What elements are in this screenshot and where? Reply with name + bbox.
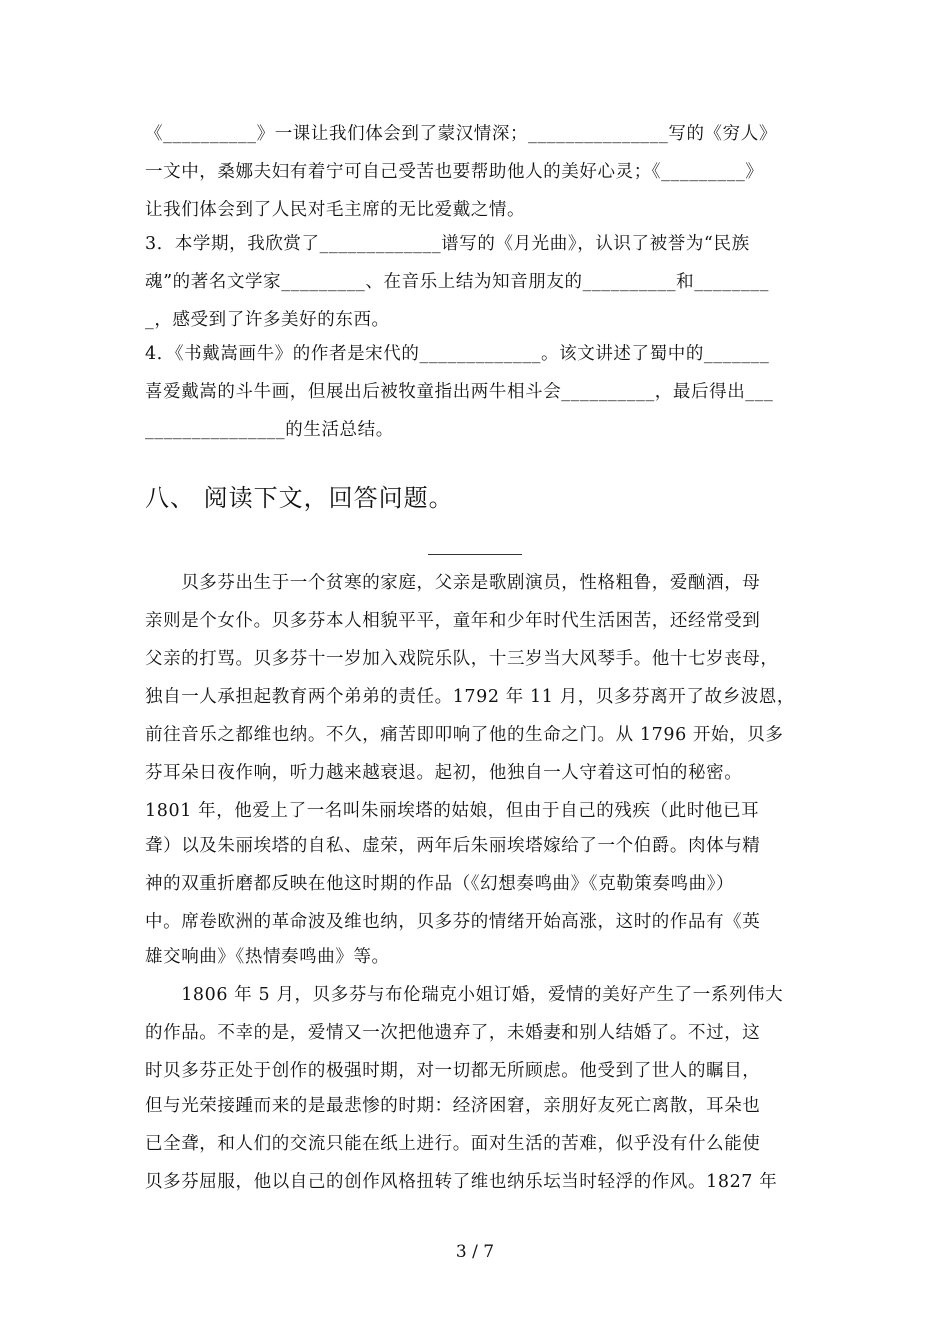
text-line: _______________的生活总结。 (145, 420, 394, 440)
text-line: 让我们体会到了人民对毛主席的无比爱戴之情。 (145, 200, 526, 220)
text-line: _，感受到了许多美好的东西。 (145, 310, 390, 330)
text-line: 4．《书戴嵩画牛》的作者是宋代的_____________。该文讲述了蜀中的_______ (145, 344, 770, 364)
passage-line: 父亲的打骂。贝多芬十一岁加入戏院乐队，十三岁当大风琴手。他十七岁丧母， (145, 649, 779, 669)
text-line: 《__________》一课让我们体会到了蒙汉情深；_______________写的《穷人》 (145, 124, 777, 144)
passage-line: 雄交响曲》《热情奏鸣曲》等。 (145, 947, 390, 967)
section-heading: 八、 阅读下文，回答问题。 (145, 484, 454, 512)
page-number: 3 / 7 (455, 1242, 495, 1262)
passage-line: 前往音乐之都维也纳。不久，痛苦即叩响了他的生命之门。从 1796 开始，贝多 (145, 725, 784, 745)
passage-line: 亲则是个女仆。贝多芬本人相貌平平，童年和少年时代生活困苦，还经常受到 (145, 611, 761, 631)
text-line: 魂”的著名文学家_________、在音乐上结为知音朋友的__________和________ (145, 272, 769, 292)
text-line: 一文中，桑娜夫妇有着宁可自己受苦也要帮助他人的美好心灵；《_________》 (145, 162, 764, 182)
passage-line: 的作品。不幸的是，爱情又一次把他遗弃了，未婚妻和别人结婚了。不过，这 (145, 1023, 761, 1043)
passage-line: 贝多芬出生于一个贫寒的家庭，父亲是歌剧演员，性格粗鲁，爱酗酒，母 (145, 573, 761, 593)
passage-line: 但与光荣接踵而来的是最悲惨的时期：经济困窘，亲朋好友死亡离散，耳朵也 (145, 1096, 761, 1116)
passage-line: 芬耳朵日夜作响，听力越来越衰退。起初，他独自一人守着这可怕的秘密。 (145, 763, 743, 783)
passage-line: 时贝多芬正处于创作的极强时期，对一切都无所顾虑。他受到了世人的瞩目， (145, 1061, 761, 1081)
passage-line: 1806 年 5 月，贝多芬与布伦瑞克小姐订婚，爱情的美好产生了一系列伟大 (145, 985, 784, 1005)
passage-line: 1801 年，他爱上了一名叫朱丽埃塔的姑娘，但由于自己的残疾（此时他已耳 (145, 801, 760, 821)
passage-line: 聋）以及朱丽埃塔的自私、虚荣，两年后朱丽埃塔嫁给了一个伯爵。肉体与精 (145, 836, 761, 856)
passage-line: 独自一人承担起教育两个弟弟的责任。1792 年 11 月，贝多芬离开了故乡波恩， (145, 687, 795, 707)
passage-line: 中。席卷欧洲的革命波及维也纳，贝多芬的情绪开始高涨，这时的作品有《英 (145, 912, 761, 932)
text-line: 喜爱戴嵩的斗牛画，但展出后被牧童指出两牛相斗会__________，最后得出___ (145, 382, 774, 402)
passage-line: 贝多芬屈服，他以自己的创作风格扭转了维也纳乐坛当时轻浮的作风。1827 年 (145, 1172, 778, 1192)
divider (428, 554, 522, 555)
text-line: 3．本学期，我欣赏了_____________谱写的《月光曲》，认识了被誉为“民族 (145, 234, 750, 254)
passage-line: 已全聋，和人们的交流只能在纸上进行。面对生活的苦难，似乎没有什么能使 (145, 1134, 761, 1154)
passage-line: 神的双重折磨都反映在他这时期的作品（《幻想奏鸣曲》《克勒策奏鸣曲》） (145, 874, 735, 894)
